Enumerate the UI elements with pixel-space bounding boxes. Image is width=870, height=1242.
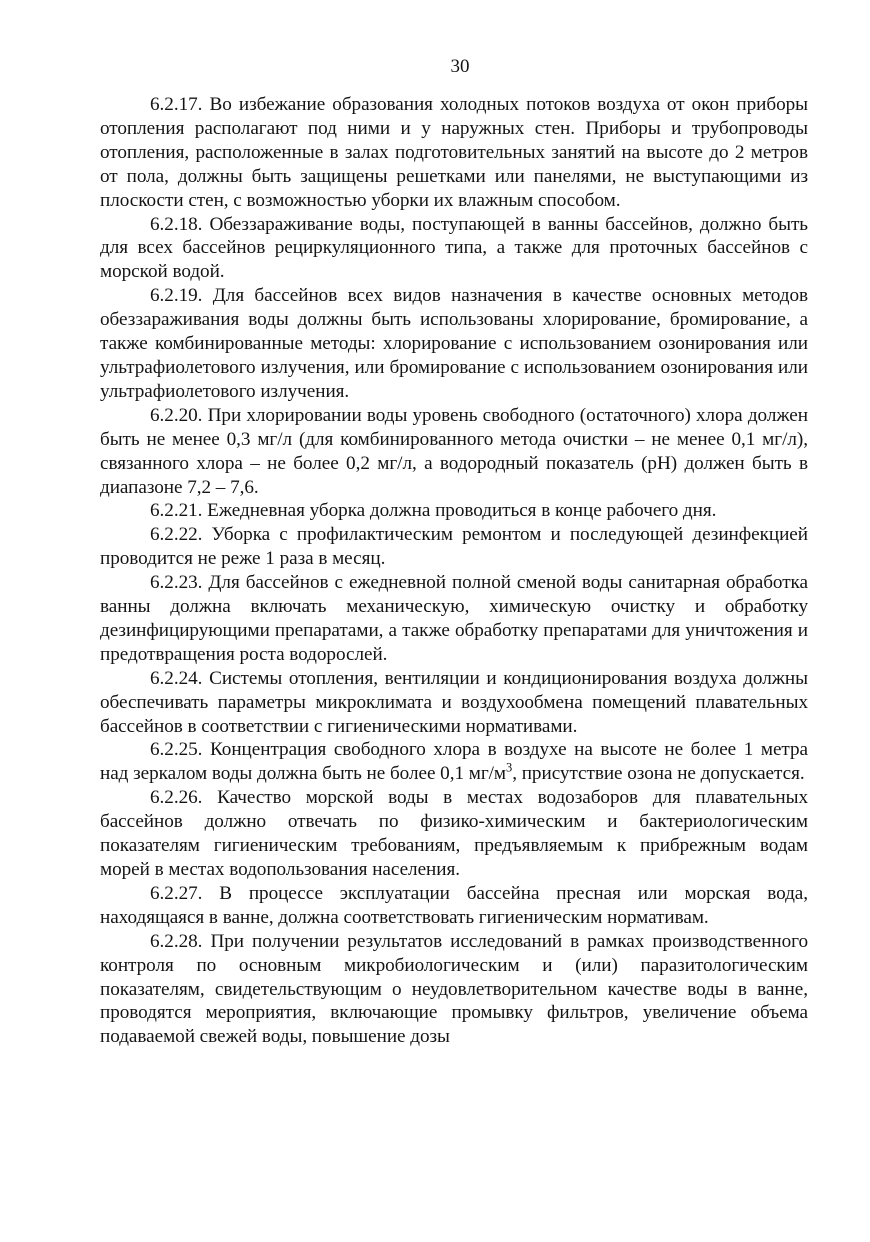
paragraph-6-2-26: 6.2.26. Качество морской воды в местах водозаборов для плавательных бассейнов должно отвечать по физико-химическим и бактериологическим показателям гигиеническим требованиям, предъявляемым к прибрежным водам морей в местах водопользования населения.	[100, 787, 808, 880]
paragraph-6-2-17: 6.2.17. Во избежание образования холодных потоков воздуха от окон приборы отопления располагают под ними и у наружных стен. Приборы и трубопроводы отопления, расположенные в залах подготовительных занятий на высоте до 2 метров от пола, должны быть защищены решетками или панелями, не выступающими из плоскости стен, с возможностью уборки их влажным способом.	[100, 94, 808, 211]
paragraph-6-2-21: 6.2.21. Ежедневная уборка должна проводиться в конце рабочего дня.	[150, 500, 717, 522]
paragraph-6-2-23: 6.2.23. Для бассейнов с ежедневной полной сменой воды санитарная обработка ванны должна включать механическую, химическую очистку и обработку дезинфицирующими препаратами, а также обработку препаратами для уничтожения и предотвращения роста водорослей.	[100, 572, 808, 665]
superscript-cubic: 3	[506, 760, 513, 775]
paragraph-6-2-28: 6.2.28. При получении результатов исследований в рамках производственного контроля по основным микробиологическим и (или) паразитологическим показателям, свидетельствующим о неудовлетворительном качестве воды в ванне, проводятся мероприятия, включающие промывку фильтров, увеличение объема подаваемой свежей воды, повышение дозы	[100, 930, 808, 1048]
paragraph-6-2-24: 6.2.24. Системы отопления, вентиляции и кондиционирования воздуха должны обеспечивать параметры микроклимата и воздухообмена помещений плавательных бассейнов в соответствии с гигиеническими нормативами.	[100, 667, 808, 737]
paragraph-6-2-27: 6.2.27. В процессе эксплуатации бассейна пресная или морская вода, находящаяся в ванне, должна соответствовать гигиеническим нормативам.	[100, 882, 808, 928]
paragraph-6-2-20: 6.2.20. При хлорировании воды уровень свободного (остаточного) хлора должен быть не менее 0,3 мг/л (для комбинированного метода очистки – не менее 0,1 мг/л), связанного хлора – не более 0,2 мг/л, а водородный показатель (рН) должен быть в диапазоне 7,2 – 7,6.	[100, 404, 808, 498]
page-number: 30	[450, 56, 470, 77]
paragraph-6-2-25-text: 6.2.25. Концентрация свободного хлора в воздухе на высоте не более 1 метра над зеркалом воды должна быть не более 0,1 мг/м	[100, 739, 808, 785]
paragraph-6-2-18: 6.2.18. Обеззараживание воды, поступающей в ванны бассейнов, должно быть для всех бассейнов рециркуляционного типа, а также для проточных бассейнов с морской водой.	[100, 213, 808, 283]
paragraph-6-2-22: 6.2.22. Уборка с профилактическим ремонтом и последующей дезинфекцией проводится не реже 1 раза в месяц.	[100, 524, 808, 570]
paragraph-6-2-19: 6.2.19. Для бассейнов всех видов назначения в качестве основных методов обеззараживания воды должны быть использованы хлорирование, бромирование, а также комбинированные методы: хлорирование с использованием озонирования или ультрафиолетового излучения, или бромирование с использованием озонирования или ультрафиолетового излучения.	[100, 285, 808, 402]
paragraph-6-2-25	[100, 738, 808, 786]
paragraph-6-2-25-text-end: , присутствие озона не допускается.	[512, 763, 805, 785]
document-body	[100, 93, 808, 1049]
